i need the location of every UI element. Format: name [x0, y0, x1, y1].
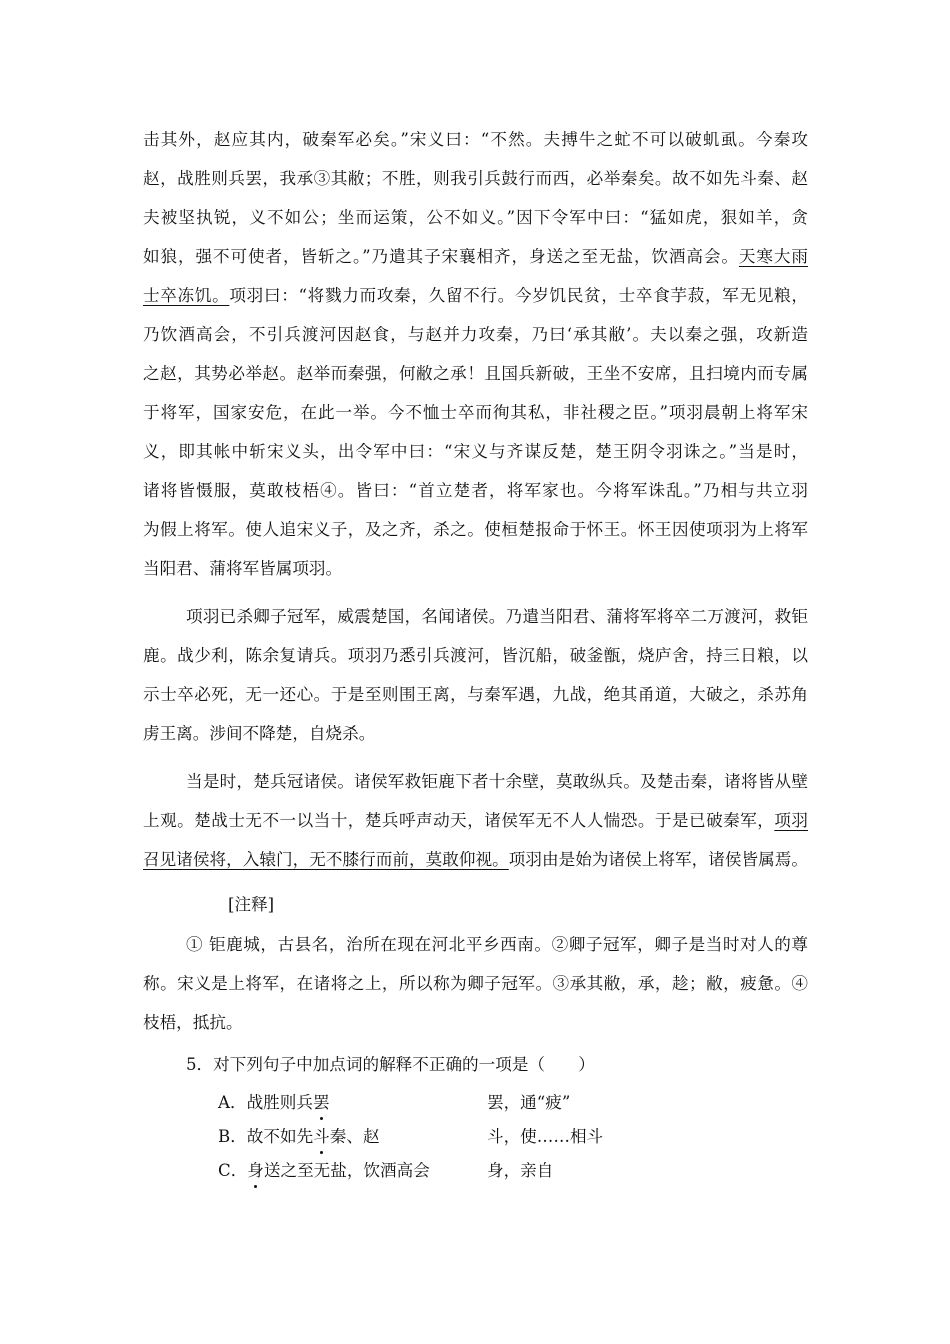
option-text: 秦、赵 [329, 1127, 380, 1146]
passage-line: 示士卒必死，无一还心。于是至则围王离，与秦军遇，九战，绝其甬道，大破之，杀苏角 [143, 685, 808, 704]
underlined-sentence: 召见诸侯将，入辕门，无不膝行而前，莫敢仰视。 [143, 850, 509, 869]
option-letter: C． [218, 1161, 248, 1180]
notes-title: [注释] [228, 895, 275, 914]
dotted-word: 身 [247, 1159, 264, 1183]
passage-line: 诸将皆慑服，莫敢枝梧④。皆曰：“首立楚者，将军家也。今将军诛乱。”乃相与共立羽 [143, 481, 808, 500]
note-line: 枝梧，抵抗。 [143, 1013, 243, 1032]
passage-line [143, 284, 808, 308]
passage-line: 当阳君、蒲将军皆属项羽。 [143, 559, 343, 578]
passage-text: 项羽由是始为诸侯上将军，诸侯皆属焉。 [508, 850, 809, 869]
option-a-gloss: 罢，通“疲” [487, 1093, 571, 1112]
dotted-word: 罢 [313, 1091, 330, 1115]
dotted-word: 斗 [313, 1125, 330, 1149]
passage-line: 项羽已杀卿子冠军，威震楚国，名闻诸侯。乃遣当阳君、蒲将军将卒二万渡河，救钜 [186, 607, 808, 626]
question-stem: 5．对下列句子中加点词的解释不正确的一项是（ ） [186, 1055, 595, 1074]
passage-line: 虏王离。涉间不降楚，自烧杀。 [143, 724, 376, 743]
note-line: ① 钜鹿城，古县名，治所在现在河北平乡西南。②卿子冠军，卿子是当时对人的尊 [186, 935, 808, 954]
passage-line: 赵，战胜则兵罢，我承③其敝；不胜，则我引兵鼓行而西，必举秦矣。故不如先斗秦、赵 [143, 169, 808, 188]
passage-line: 于将军，国家安危，在此一举。今不恤士卒而徇其私，非社稷之臣。”项羽晨朝上将军宋 [143, 403, 808, 422]
passage-line: 为假上将军。使人追宋义子，及之齐，杀之。使桓楚报命于怀王。怀王因使项羽为上将军 [143, 520, 808, 539]
option-b-gloss: 斗，使……相斗 [487, 1127, 604, 1146]
passage-line [143, 809, 808, 833]
passage-text: 上观。楚战士无不一以当十，楚兵呼声动天，诸侯军无不人人惴恐。于是已破秦军， [143, 811, 775, 830]
option-c-gloss: 身，亲自 [487, 1161, 554, 1180]
passage-line [143, 848, 808, 872]
passage-line: 义，即其帐中斩宋义头，出令军中曰：“宋义与齐谋反楚，楚王阴令羽诛之。”当是时， [143, 442, 808, 461]
passage-text: 项羽曰：“将戮力而攻秦，久留不行。今岁饥民贫，士卒食芋菽，军无见粮， [229, 286, 809, 305]
option-text: 故不如先 [246, 1127, 314, 1146]
underlined-sentence: 士卒冻饥。 [143, 286, 230, 305]
option-a [218, 1091, 330, 1115]
underlined-sentence: 项羽 [774, 811, 809, 830]
passage-line: 夫被坚执锐，义不如公；坐而运策，公不如义。”因下令军中曰：“猛如虎，狠如羊，贪 [143, 208, 808, 227]
option-text: 送之至无盐，饮酒高会 [263, 1161, 430, 1180]
option-text: 战胜则兵 [246, 1093, 313, 1112]
option-letter: B． [218, 1127, 247, 1146]
underlined-sentence: 天寒大雨 [738, 247, 809, 266]
option-c [218, 1159, 430, 1183]
option-letter: A． [218, 1093, 247, 1112]
passage-line: 之赵，其势必举赵。赵举而秦强，何敝之承！且国兵新破，王坐不安席，且扫境内而专属 [143, 364, 808, 383]
passage-line [143, 245, 808, 269]
passage-line: 乃饮酒高会，不引兵渡河因赵食，与赵并力攻秦，乃曰‘承其敝’。夫以秦之强，攻新造 [143, 325, 808, 344]
passage-text: 如狼，强不可使者，皆斩之。”乃遣其子宋襄相齐，身送之至无盐，饮酒高会。 [143, 247, 739, 266]
note-line: 称。宋义是上将军，在诸将之上，所以称为卿子冠军。③承其敝，承，趁；敝，疲惫。④ [143, 974, 808, 993]
option-b [218, 1125, 380, 1149]
passage-line: 击其外，赵应其内，破秦军必矣。”宋义曰：“不然。夫搏牛之虻不可以破虮虱。今秦攻 [143, 130, 808, 149]
passage-line: 鹿。战少利，陈余复请兵。项羽乃悉引兵渡河，皆沉船，破釜甑，烧庐舍，持三日粮，以 [143, 646, 808, 665]
passage-line: 当是时，楚兵冠诸侯。诸侯军救钜鹿下者十余壁，莫敢纵兵。及楚击秦，诸将皆从壁 [186, 772, 808, 791]
